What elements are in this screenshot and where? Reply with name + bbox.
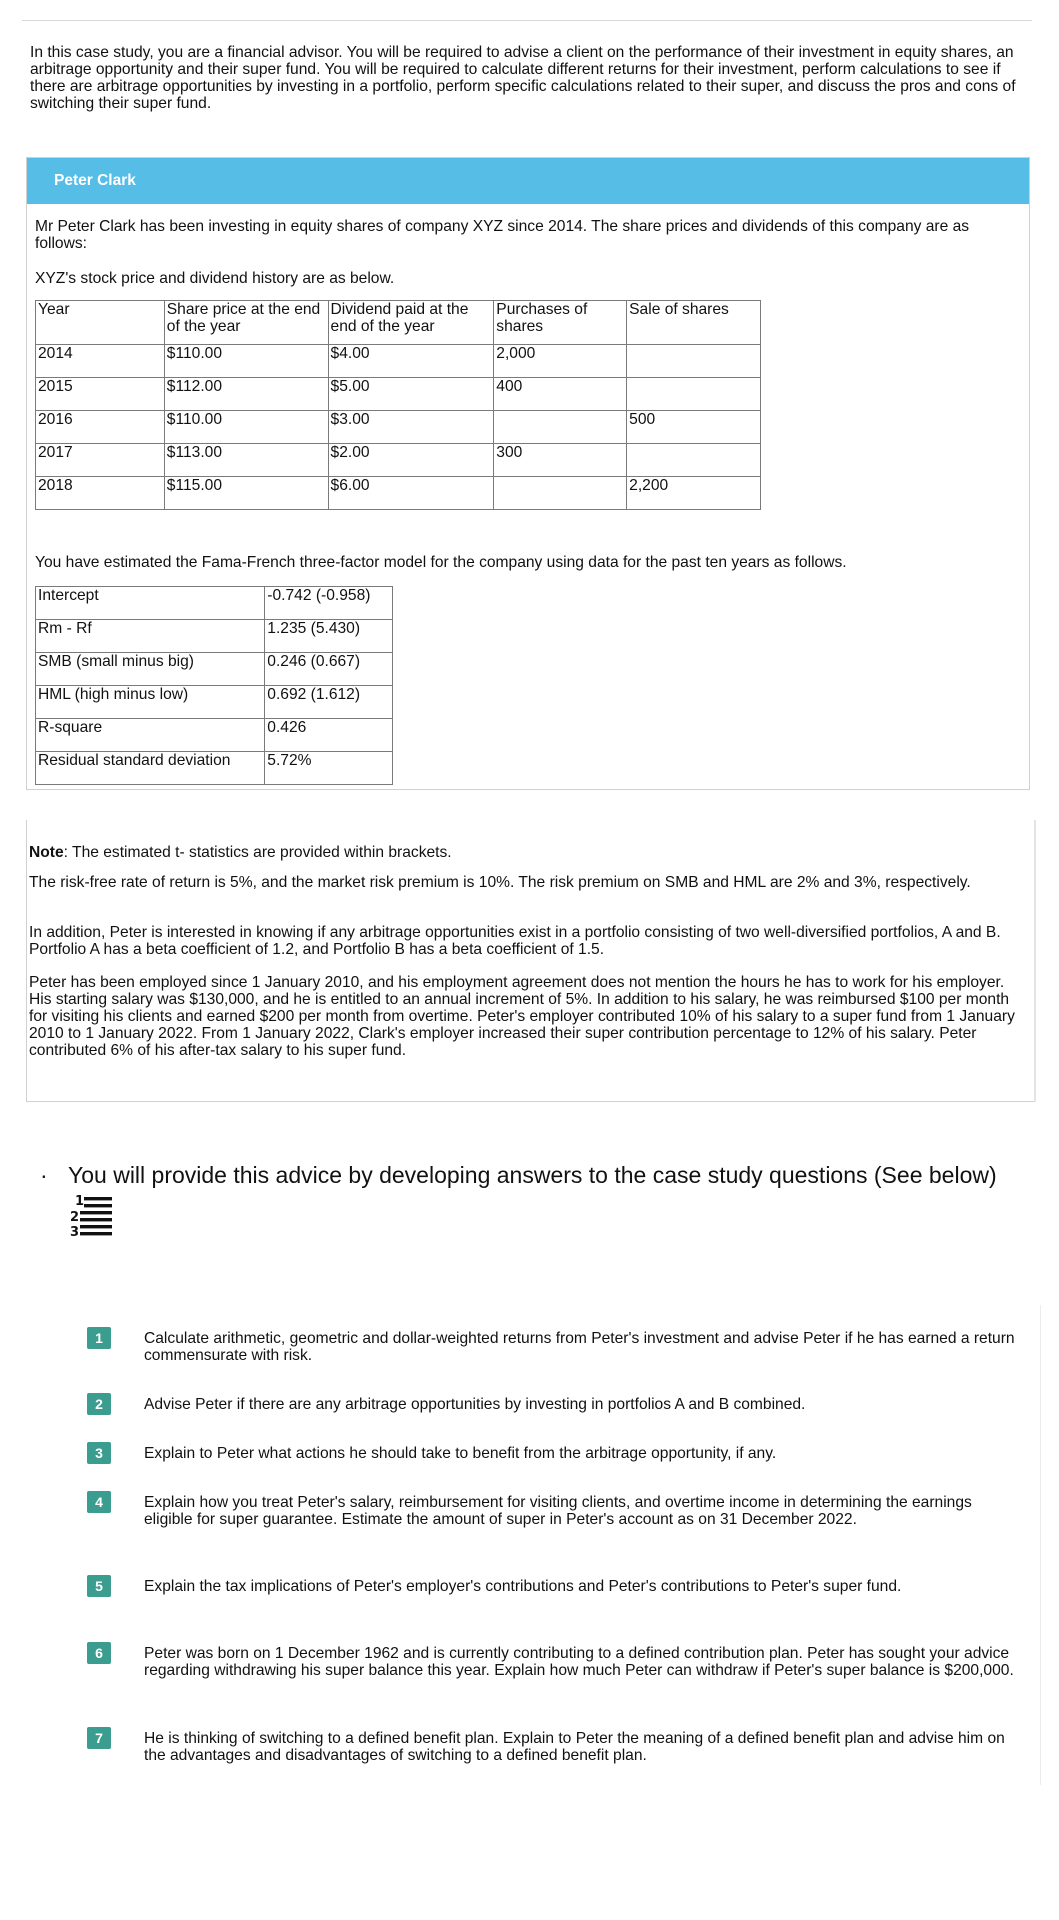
question-number-3: 3 — [87, 1442, 111, 1464]
cell-dividend: $3.00 — [328, 411, 494, 444]
table-row — [36, 686, 393, 719]
question-text-1: Calculate arithmetic, geometric and dollar-weighted returns from Peter's investment and advise Peter if he has earned a return commensurate with risk. — [144, 1330, 1015, 1364]
cell-purchases: 2,000 — [494, 345, 627, 378]
stock-header-row — [36, 301, 761, 345]
bullet-dot: · — [40, 1162, 48, 1188]
table-row — [36, 653, 393, 686]
cell-price: $113.00 — [164, 444, 328, 477]
cell-year: 2015 — [36, 378, 165, 411]
cell-price: $112.00 — [164, 378, 328, 411]
question-number-1: 1 — [87, 1327, 111, 1349]
note-line — [29, 844, 1024, 861]
cell-sales: 2,200 — [627, 477, 761, 510]
cell-purchases: 300 — [494, 444, 627, 477]
factor-value: 0.692 (1.612) — [265, 686, 393, 719]
cell-purchases — [494, 477, 627, 510]
factor-label: Intercept — [36, 587, 265, 620]
table-row — [36, 411, 761, 444]
employment-paragraph: Peter has been employed since 1 January 2010, and his employment agreement does not mention the hours he has to work for his employer. His starting salary was $130,000, and he is entitled to an annual increment of 5%. In addition to his salary, he was reimbursed $100 per month for visiting his clients and earned $200 per month from overtime. Peter's employer contributed 10% of his salary to a super fund from 1 January 2010 to 1 January 2022. From 1 January 2022, Clark's employer increased their super contribution percentage to 12% of his salary. Peter contributed 6% of his after-tax salary to his super fund. — [29, 974, 1015, 1059]
list-number-1: 1 — [75, 1194, 85, 1209]
table-row — [36, 345, 761, 378]
cell-year: 2017 — [36, 444, 165, 477]
cell-dividend: $5.00 — [328, 378, 494, 411]
factor-label: R-square — [36, 719, 265, 752]
cell-dividend: $4.00 — [328, 345, 494, 378]
table-row — [36, 719, 393, 752]
question-text-2: Advise Peter if there are any arbitrage opportunities by investing in portfolios A and B combined. — [144, 1396, 806, 1413]
question-number-5: 5 — [87, 1575, 111, 1597]
header-year: Year — [36, 301, 165, 345]
cell-price: $115.00 — [164, 477, 328, 510]
cell-purchases: 400 — [494, 378, 627, 411]
cell-dividend: $2.00 — [328, 444, 494, 477]
question-text-5: Explain the tax implications of Peter's employer's contributions and Peter's contributions to Peter's super fund. — [144, 1578, 902, 1595]
cell-sales — [627, 444, 761, 477]
cell-dividend: $6.00 — [328, 477, 494, 510]
factor-label: Residual standard deviation — [36, 752, 265, 785]
cell-year: 2016 — [36, 411, 165, 444]
cell-sales — [627, 378, 761, 411]
arbitrage-paragraph: In addition, Peter is interested in knowing if any arbitrage opportunities exist in a portfolio consisting of two well-diversified portfolios, A and B. Portfolio A has a beta coefficient of 1.2, and Portfolio B has a beta coefficient of 1.5. — [29, 924, 1001, 958]
question-text-4: Explain how you treat Peter's salary, reimbursement for visiting clients, and overtime income in determining the earnings eligible for super guarantee. Estimate the amount of super in Peter's account as on 31 December 2022. — [144, 1494, 972, 1528]
table-row — [36, 378, 761, 411]
cell-year: 2014 — [36, 345, 165, 378]
factor-label: Rm - Rf — [36, 620, 265, 653]
factor-value: 0.246 (0.667) — [265, 653, 393, 686]
note-side-shadow — [1034, 820, 1036, 1102]
stock-history-caption: XYZ's stock price and dividend history are as below. — [35, 270, 395, 287]
table-row — [36, 620, 393, 653]
risk-free-paragraph: The risk-free rate of return is 5%, and the market risk premium is 10%. The risk premium on SMB and HML are 2% and 3%, respectively. — [29, 874, 971, 891]
header-dividend: Dividend paid at the end of the year — [328, 301, 494, 345]
question-text-6: Peter was born on 1 December 1962 and is currently contributing to a defined contribution plan. Peter has sought your advice regarding withdrawing his super balance this year. Explain how much Peter can withdraw if Peter's super balance is $200,000. — [144, 1645, 1014, 1679]
question-number-4: 4 — [87, 1491, 111, 1513]
factor-label: SMB (small minus big) — [36, 653, 265, 686]
header-share-price: Share price at the end of the year — [164, 301, 328, 345]
intro-investing: Mr Peter Clark has been investing in equity shares of company XYZ since 2014. The share prices and dividends of this company are as follows: — [35, 218, 970, 252]
case-card — [26, 157, 1030, 790]
note-label: Note — [29, 844, 64, 861]
cell-price: $110.00 — [164, 411, 328, 444]
question-text-3: Explain to Peter what actions he should take to benefit from the arbitrage opportunity, if any. — [144, 1445, 777, 1462]
header-sales: Sale of shares — [627, 301, 761, 345]
cell-sales: 500 — [627, 411, 761, 444]
factor-value: 1.235 (5.430) — [265, 620, 393, 653]
list-number-3: 3 — [70, 1225, 80, 1240]
question-number-7: 7 — [87, 1727, 111, 1749]
right-edge-rule — [1040, 1305, 1041, 1785]
stock-table — [35, 300, 761, 510]
cell-year: 2018 — [36, 477, 165, 510]
table-row — [36, 587, 393, 620]
fama-french-table — [35, 586, 393, 785]
table-row — [36, 477, 761, 510]
fama-french-intro: You have estimated the Fama-French three-factor model for the company using data for the past ten years as follows. — [35, 554, 847, 571]
table-row — [36, 752, 393, 785]
list-number-2: 2 — [70, 1210, 80, 1225]
question-text-7: He is thinking of switching to a defined benefit plan. Explain to Peter the meaning of a defined benefit plan and advise him on the advantages and disadvantages of switching to a defined benefit plan. — [144, 1730, 1005, 1764]
cell-purchases — [494, 411, 627, 444]
top-divider — [22, 20, 1032, 21]
table-row — [36, 444, 761, 477]
factor-label: HML (high minus low) — [36, 686, 265, 719]
card-title: Peter Clark — [27, 158, 1029, 204]
header-purchases: Purchases of shares — [494, 301, 627, 345]
ordered-list-icon — [70, 1190, 116, 1249]
question-number-2: 2 — [87, 1393, 111, 1415]
factor-value: 0.426 — [265, 719, 393, 752]
cell-sales — [627, 345, 761, 378]
bullet-text: You will provide this advice by developing answers to the case study questions (See below) — [68, 1162, 997, 1188]
note-text: : The estimated t- statistics are provided within brackets. — [63, 844, 452, 861]
intro-paragraph: In this case study, you are a financial advisor. You will be required to advise a client on the performance of their investment in equity shares, an arbitrage opportunity and their super fund. You will be required to calculate different returns for their investment, perform calculations to see if there are arbitrage opportunities by investing in a portfolio, perform specific calculations related to their super, and discuss the pros and cons of switching their super fund. — [30, 44, 1016, 112]
question-number-6: 6 — [87, 1642, 111, 1664]
factor-value: 5.72% — [265, 752, 393, 785]
note-section — [26, 820, 1036, 1102]
factor-value: -0.742 (-0.958) — [265, 587, 393, 620]
cell-price: $110.00 — [164, 345, 328, 378]
bullet-text-wrap — [68, 1160, 1008, 1249]
